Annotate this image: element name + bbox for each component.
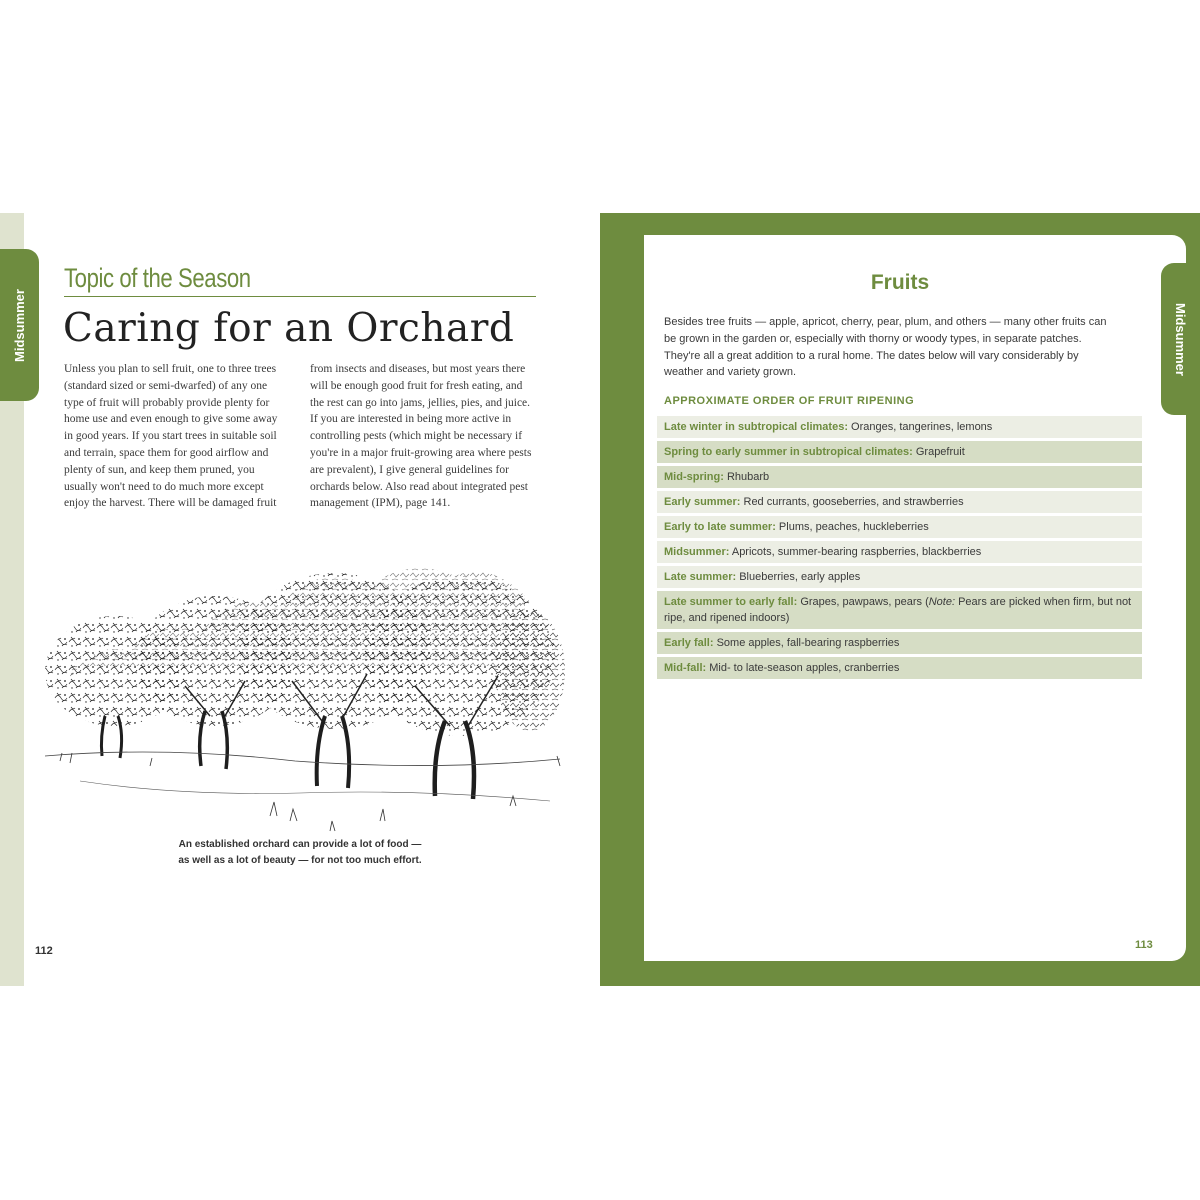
body-column-1: Unless you plan to sell fruit, one to three trees (standard sized or semi-dwarfed) of any one type of fruit will probably provide plenty for home use and even enough to give some away in good years. If you start trees in suitable soil and terrain, space them for good airflow and plenty of sun, and keep them pruned, you usually won't need to do much more except enjoy the harvest. There will be damaged fruit: [64, 363, 278, 510]
row-text: Apricots, summer-bearing raspberries, blackberries: [729, 546, 982, 558]
table-row: [657, 541, 1142, 563]
table-row: [657, 466, 1142, 488]
page-title: Caring for an Orchard: [63, 306, 515, 351]
row-term: Late winter in subtropical climates:: [664, 421, 848, 433]
intro-paragraph: Besides tree fruits — apple, apricot, cherry, pear, plum, and others — many other fruits can be grown in the garden or, especially with thorny or woody types, in separate patches. They're all a great addition to a rural home. The dates below will vary considerably by weather and variety grown.: [664, 316, 1107, 379]
row-text: Some apples, fall-bearing raspberries: [713, 637, 900, 649]
caption-line-2: as well as a lot of beauty — for not too much effort.: [178, 855, 422, 866]
table-row: [657, 416, 1142, 438]
illustration-caption: [150, 837, 450, 869]
row-term: Early summer:: [664, 496, 741, 508]
section-tab-right-label-wrap: [1161, 263, 1200, 415]
right-page: [600, 213, 1200, 986]
row-term: Mid-fall:: [664, 662, 707, 674]
section-tab-left-label: Midsummer: [12, 288, 27, 362]
row-text: Plums, peaches, huckleberries: [775, 521, 929, 533]
row-term: Late summer:: [664, 571, 737, 583]
row-note: Note:: [928, 596, 956, 608]
table-row: [657, 566, 1142, 588]
row-term: Early to late summer:: [664, 521, 776, 533]
table-row: [657, 657, 1142, 679]
row-text-2: Pears are picked when firm, but not ripe, and ripened indoors): [664, 596, 1132, 624]
fruits-title: Fruits: [870, 271, 930, 294]
table-row: [657, 632, 1142, 654]
table-row: [657, 441, 1142, 463]
ripening-table-heading: APPROXIMATE ORDER OF FRUIT RIPENING: [664, 395, 915, 407]
row-text: Mid- to late-season apples, cranberries: [706, 662, 900, 674]
left-page: [0, 213, 600, 986]
row-term: Spring to early summer in subtropical climates:: [664, 446, 913, 458]
row-text: Blueberries, early apples: [736, 571, 861, 583]
table-row: [657, 491, 1142, 513]
row-text: Grapefruit: [912, 446, 965, 458]
row-term: Mid-spring:: [664, 471, 724, 483]
section-tab-right-label: Midsummer: [1173, 302, 1188, 376]
page-number-right: 113: [1135, 939, 1153, 951]
body-column-2: from insects and diseases, but most years there will be enough good fruit for fresh eating, and the rest can go into jams, jellies, pies, and juice. If you are interested in being more active in controlling pests (which might be necessary if you're in a major fruit-growing area where pests are prevalent), I give general guidelines for orchards below. Also read about integrated pest management (IPM), page 141.: [310, 363, 532, 510]
row-text: Rhubarb: [723, 471, 770, 483]
caption-line-1: An established orchard can provide a lot of food —: [178, 839, 422, 850]
page-number-left: 112: [35, 945, 53, 957]
book-spread: [0, 213, 1200, 986]
row-term: Late summer to early fall:: [664, 596, 798, 608]
ripening-table: [657, 416, 1142, 682]
row-text: Grapes, pawpaws, pears (: [797, 596, 929, 608]
orchard-illustration: [40, 551, 565, 836]
table-row: [657, 591, 1142, 629]
kicker-rule: [64, 296, 536, 297]
row-text: Red currants, gooseberries, and strawberries: [740, 496, 964, 508]
topic-kicker: Topic of the Season: [64, 263, 251, 293]
table-row: [657, 516, 1142, 538]
section-tab-left-label-wrap: [0, 249, 39, 401]
row-term: Early fall:: [664, 637, 714, 649]
row-text: Oranges, tangerines, lemons: [848, 421, 993, 433]
row-term: Midsummer:: [664, 546, 730, 558]
